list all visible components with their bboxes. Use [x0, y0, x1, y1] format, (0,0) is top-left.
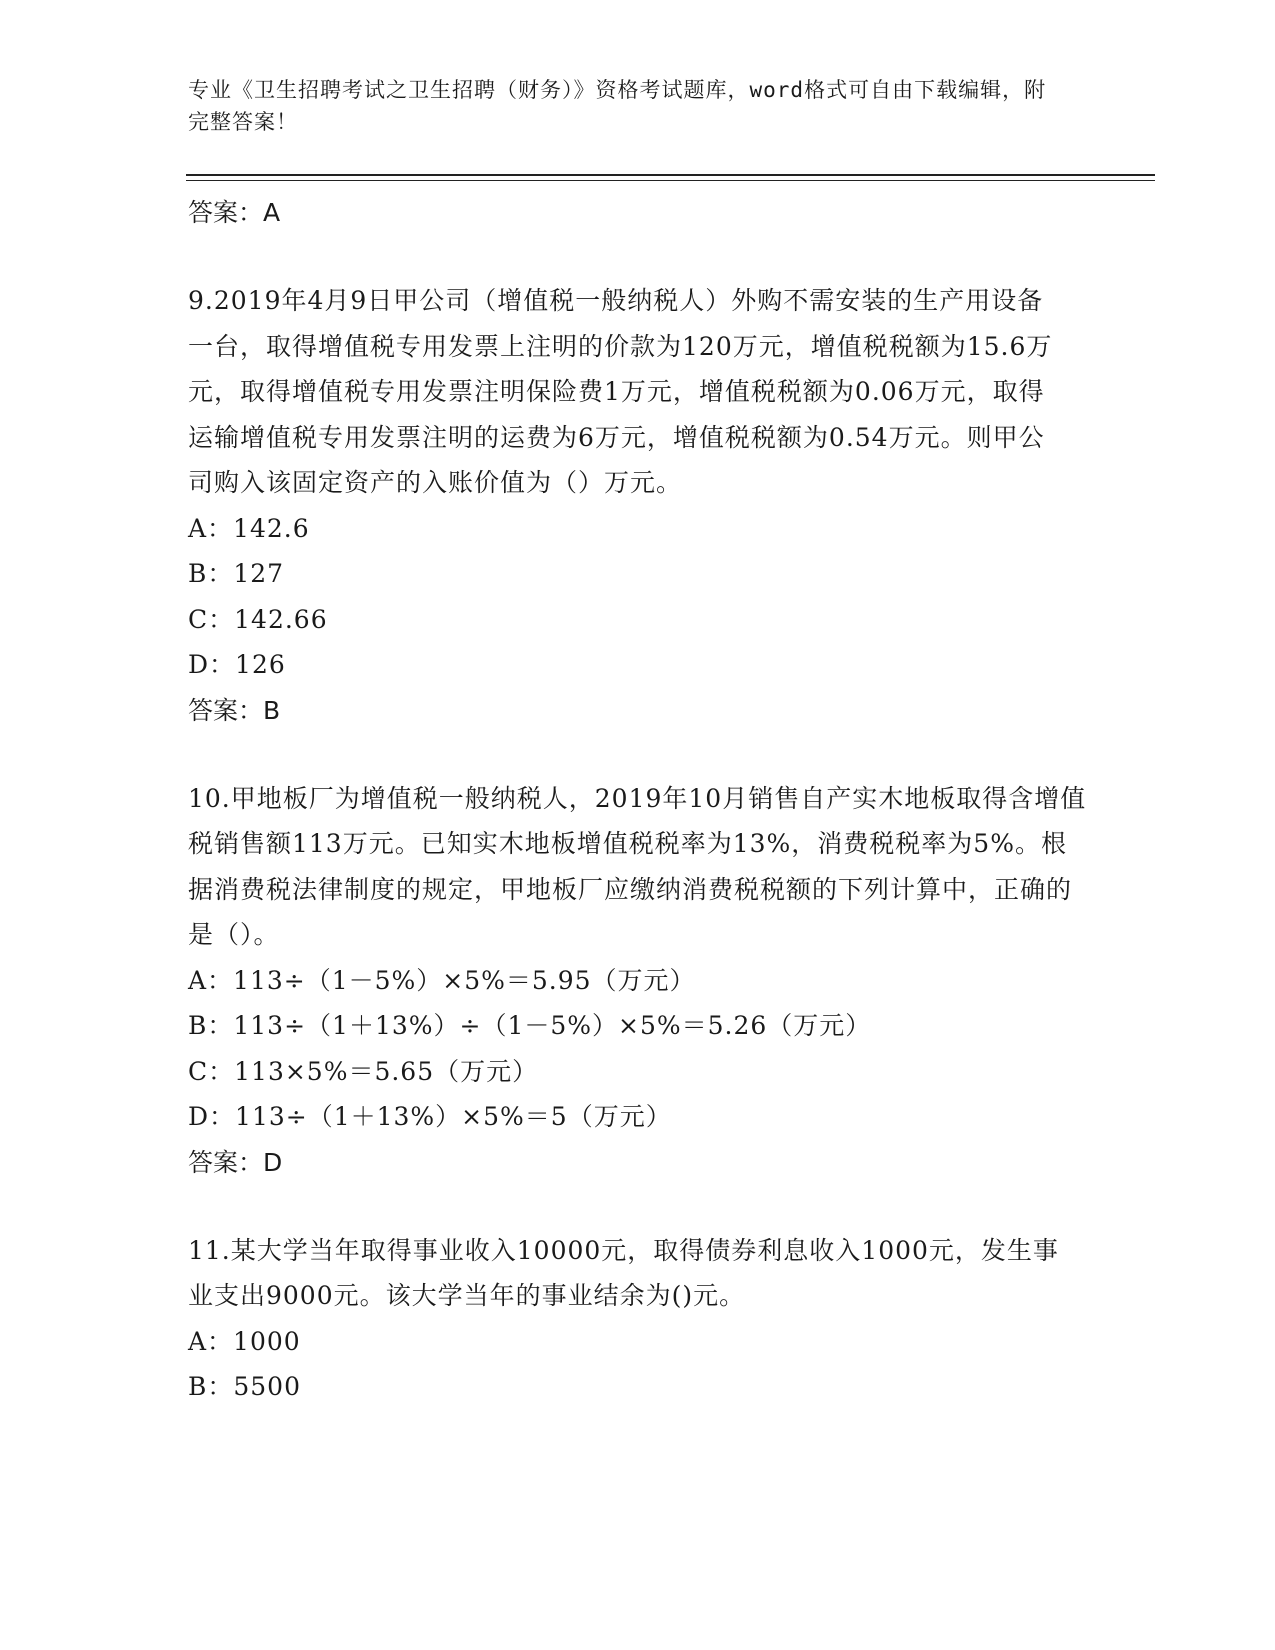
- option-a: A：142.6: [188, 513, 310, 543]
- answer-9: 答案：B: [188, 695, 281, 725]
- header-rule-thin: [186, 180, 1155, 181]
- option-d: D：113÷（1＋13%）×5%＝5（万元）: [188, 1102, 672, 1131]
- header-rule-thick: [186, 174, 1155, 176]
- answer-10: 答案：D: [188, 1147, 283, 1177]
- option-c: C：142.66: [188, 604, 328, 634]
- option-a: A：1000: [188, 1326, 301, 1356]
- option-d: D：126: [188, 650, 286, 679]
- question-block-9: [188, 278, 1088, 734]
- option-b: B：127: [188, 559, 285, 588]
- question-content: [188, 190, 1088, 1410]
- question-text-10: 10.甲地板厂为增值税一般纳税人，2019年10月销售自产实木地板取得含增值税销售额113万元。已知实木地板增值税税率为13%，消费税税率为5%。根据消费税法律制度的规定，甲地板厂应缴纳消费税税额的下列计算中，正确的是（）。: [188, 783, 1087, 949]
- option-b: B：5500: [188, 1372, 301, 1401]
- question-text-11: 11.某大学当年取得事业收入10000元，取得债券利息收入1000元，发生事业支出9000元。该大学当年的事业结余为()元。: [188, 1235, 1059, 1310]
- option-c: C：113×5%＝5.65（万元）: [188, 1056, 539, 1086]
- option-b: B：113÷（1＋13%）÷（1－5%）×5%＝5.26（万元）: [188, 1011, 872, 1040]
- option-a: A：113÷（1－5%）×5%＝5.95（万元）: [188, 965, 696, 995]
- question-text-9: 9.2019年4月9日甲公司（增值税一般纳税人）外购不需安装的生产用设备一台，取得增值税专用发票上注明的价款为120万元，增值税税额为15.6万元，取得增值税专用发票注明保险费1万元，增值税税额为0.06万元，取得运输增值税专用发票注明的运费为6万元，增值税税额为0.54万元。则甲公司购入该固定资产的入账价值为（）万元。: [188, 286, 1053, 497]
- page-header: 专业《卫生招聘考试之卫生招聘（财务）》资格考试题库，word格式可自由下载编辑，附完整答案！: [188, 78, 1047, 134]
- question-block-11: [188, 1228, 1088, 1410]
- previous-answer: 答案：A: [188, 198, 281, 227]
- question-block-10: [188, 776, 1088, 1186]
